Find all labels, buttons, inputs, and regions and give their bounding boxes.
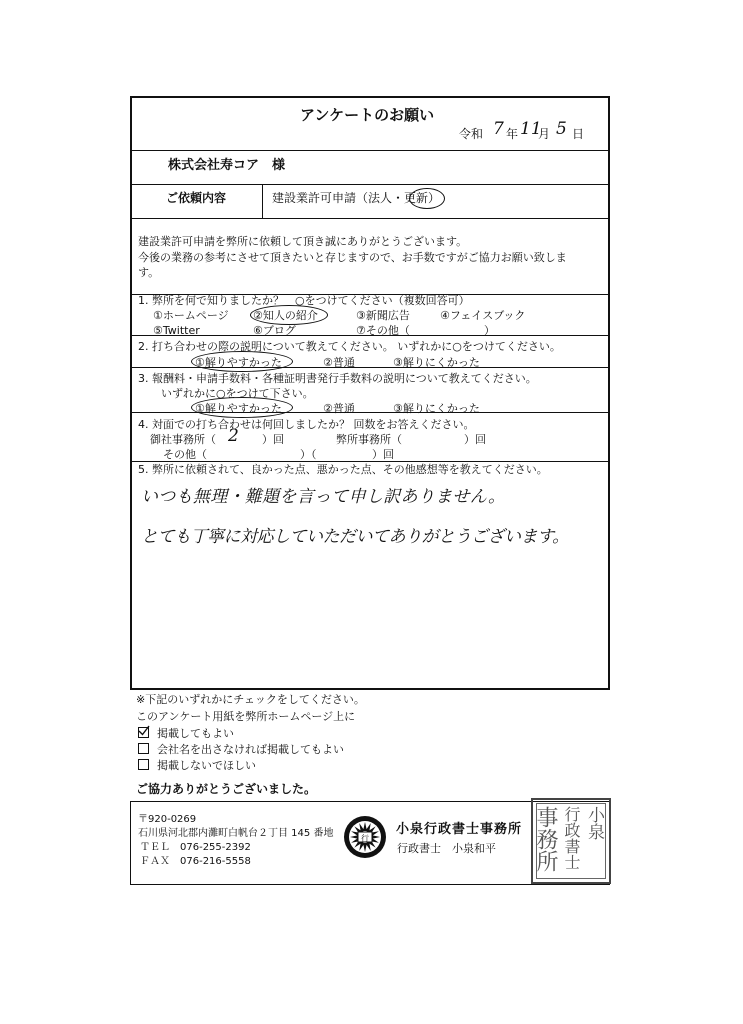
intro-line3: す。 xyxy=(138,266,160,279)
q3-question: 3. 報酬料・申請手数料・各種証明書発行手数料の説明について教えてください。 xyxy=(138,372,537,385)
checkbox[interactable] xyxy=(138,743,149,754)
consent-option-label: 掲載してもよい xyxy=(157,727,234,740)
seal-text: 行政書士 xyxy=(562,806,581,870)
thanks-text: ご協力ありがとうございました。 xyxy=(136,782,317,796)
date-day-unit: 日 xyxy=(572,127,585,141)
q4-office-count: 2 xyxy=(228,426,239,446)
seal-text: 事務所 xyxy=(533,806,558,872)
office-person: 行政書士 小泉和平 xyxy=(397,842,496,855)
q1-option: ） xyxy=(484,324,495,337)
q4-office-label: 御社事務所（ xyxy=(150,433,216,446)
q2-option: ③解りにくかった xyxy=(393,356,480,369)
emblem-icon xyxy=(343,815,387,859)
date-year: 7 xyxy=(493,119,504,139)
q1-option: ④フェイスブック xyxy=(440,309,526,322)
q2-option: ①解りやすかった xyxy=(195,356,282,369)
q1-question: 1. 弊所を何で知りましたか？ ○をつけてください（複数回答可） xyxy=(138,294,470,307)
consent-option-label: 掲載しないでほしい xyxy=(157,759,256,772)
q4-our-label: 弊所事務所（ xyxy=(336,433,402,446)
date-month-unit: 月 xyxy=(538,127,551,141)
q5-answer-line2: とても丁寧に対応していただいてありがとうございます。 xyxy=(141,527,569,547)
q1-option: ①ホームページ xyxy=(153,309,229,322)
divider xyxy=(132,184,608,185)
q2-question: 2. 打ち合わせの際の説明について教えてください。 いずれかに○をつけてください。 xyxy=(138,340,561,353)
footer-fax: ＦＡＸ 076-216-5558 xyxy=(140,856,251,867)
q4-question: 4. 対面での打ち合わせは何回しましたか？ 回数をお答えください。 xyxy=(138,418,475,431)
seal-stamp xyxy=(531,798,611,884)
consent-lead: このアンケート用紙を弊所ホームページ上に xyxy=(136,710,356,723)
q1-option: ⑤Twitter xyxy=(153,324,200,337)
q4-other-label: その他（ xyxy=(163,448,207,461)
intro-line2: 今後の業務の参考にさせて頂きたいと存じますので、お手数ですがご協力お願い致しま xyxy=(138,251,567,264)
q5-question: 5. 弊所に依頼されて、良かった点、悪かった点、その他感想等を教えてください。 xyxy=(138,463,548,476)
q3-sub: いずれかに○をつけて下さい。 xyxy=(161,387,314,400)
intro-line1: 建設業許可申請を弊所に依頼して頂き誠にありがとうございます。 xyxy=(138,235,468,248)
divider xyxy=(132,150,608,151)
consent-option[interactable] xyxy=(138,743,344,756)
request-value: 建設業許可申請（法人・更新） xyxy=(272,191,441,205)
circled-answer xyxy=(191,351,293,372)
q5-answer-line1: いつも無理・難題を言って申し訳ありません。 xyxy=(141,487,506,507)
date-era: 令和 xyxy=(459,127,484,141)
seal-text: 小泉 xyxy=(584,806,604,840)
date-day: 5 xyxy=(556,119,567,139)
q1-option: ②知人の紹介 xyxy=(253,309,318,322)
divider xyxy=(132,461,608,462)
q3-option: ③解りにくかった xyxy=(393,402,480,415)
q4-other-mid: ）（ xyxy=(300,448,317,461)
q4-our-close: ）回 xyxy=(464,433,486,446)
date-month: 11 xyxy=(520,119,542,139)
checkbox-checked[interactable] xyxy=(138,727,149,738)
q4-other-close: ）回 xyxy=(372,448,394,461)
checkbox[interactable] xyxy=(138,759,149,770)
q1-option: ⑦その他（ xyxy=(356,324,410,337)
office-name: 小泉行政書士事務所 xyxy=(396,822,523,837)
footer-address: 石川県河北郡内灘町白帆台２丁目 145 番地 xyxy=(138,828,334,839)
divider xyxy=(262,184,263,218)
circled-answer xyxy=(409,188,445,209)
consent-note: ※下記のいずれかにチェックをしてください。 xyxy=(136,693,365,706)
q1-option: ⑥ブログ xyxy=(253,324,296,337)
consent-option[interactable] xyxy=(138,727,234,740)
circled-answer xyxy=(191,397,293,418)
circled-answer xyxy=(250,305,328,325)
recipient-name: 株式会社寿コア 様 xyxy=(168,158,286,173)
divider xyxy=(132,218,608,219)
q3-option: ②普通 xyxy=(323,402,355,415)
date-year-unit: 年 xyxy=(506,127,519,141)
request-label: ご依頼内容 xyxy=(166,191,227,205)
q3-option: ①解りやすかった xyxy=(195,402,282,415)
q4-office-close: ）回 xyxy=(262,433,284,446)
q1-option: ③新聞広告 xyxy=(356,309,410,322)
consent-option[interactable] xyxy=(138,759,256,772)
checkmark-icon xyxy=(138,725,150,737)
emblem-glyph: 行 xyxy=(361,834,369,843)
q2-option: ②普通 xyxy=(323,356,355,369)
consent-option-label: 会社名を出さなければ掲載してもよい xyxy=(157,743,344,756)
page-title: アンケートのお願い xyxy=(300,106,435,124)
footer-tel: ＴＥＬ 076-255-2392 xyxy=(140,842,251,853)
footer-postal: 〒920-0269 xyxy=(138,814,197,825)
